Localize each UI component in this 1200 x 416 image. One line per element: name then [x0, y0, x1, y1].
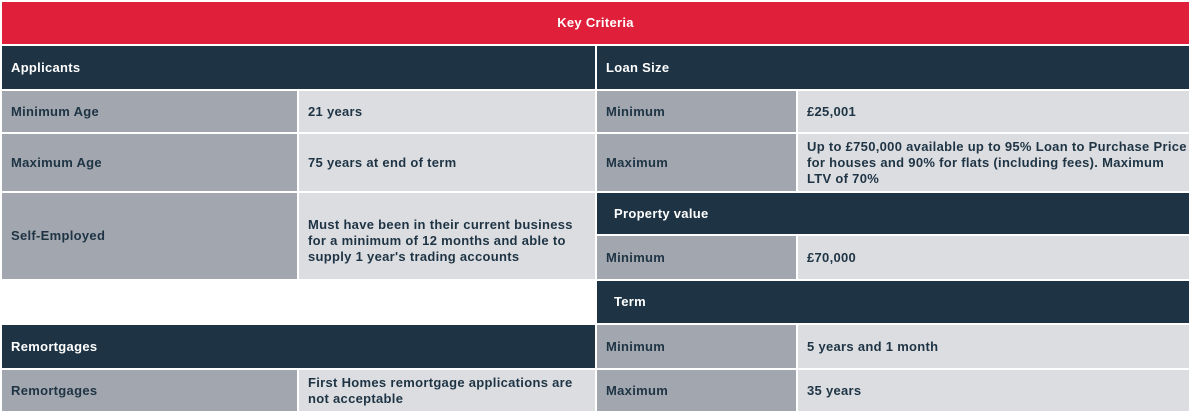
remortgages-label: Remortgages [2, 370, 297, 411]
property-minimum-value: £70,000 [798, 236, 1189, 279]
loan-size-heading: Loan Size [597, 46, 1189, 89]
applicants-heading: Applicants [2, 46, 595, 89]
minimum-age-value: 21 years [299, 91, 595, 132]
remortgages-heading: Remortgages [2, 325, 595, 368]
property-minimum-label: Minimum [597, 236, 796, 279]
key-criteria-title: Key Criteria [2, 2, 1189, 44]
maximum-age-value: 75 years at end of term [299, 134, 595, 191]
term-minimum-label: Minimum [597, 325, 796, 368]
loan-maximum-label: Maximum [597, 134, 796, 191]
term-maximum-value: 35 years [798, 370, 1189, 411]
self-employed-value: Must have been in their current business for a minimum of 12 months and able to supply 1 year's trading accounts [299, 193, 595, 279]
self-employed-label: Self-Employed [2, 193, 297, 279]
remortgages-value: First Homes remortgage applications are not acceptable [299, 370, 595, 411]
maximum-age-label: Maximum Age [2, 134, 297, 191]
loan-minimum-label: Minimum [597, 91, 796, 132]
loan-maximum-value: Up to £750,000 available up to 95% Loan to Purchase Price for houses and 90% for flats (including fees). Maximum LTV of 70% [798, 134, 1189, 191]
minimum-age-label: Minimum Age [2, 91, 297, 132]
property-value-heading: Property value [597, 193, 1189, 234]
term-minimum-value: 5 years and 1 month [798, 325, 1189, 368]
term-maximum-label: Maximum [597, 370, 796, 411]
loan-minimum-value: £25,001 [798, 91, 1189, 132]
term-heading: Term [597, 281, 1189, 323]
